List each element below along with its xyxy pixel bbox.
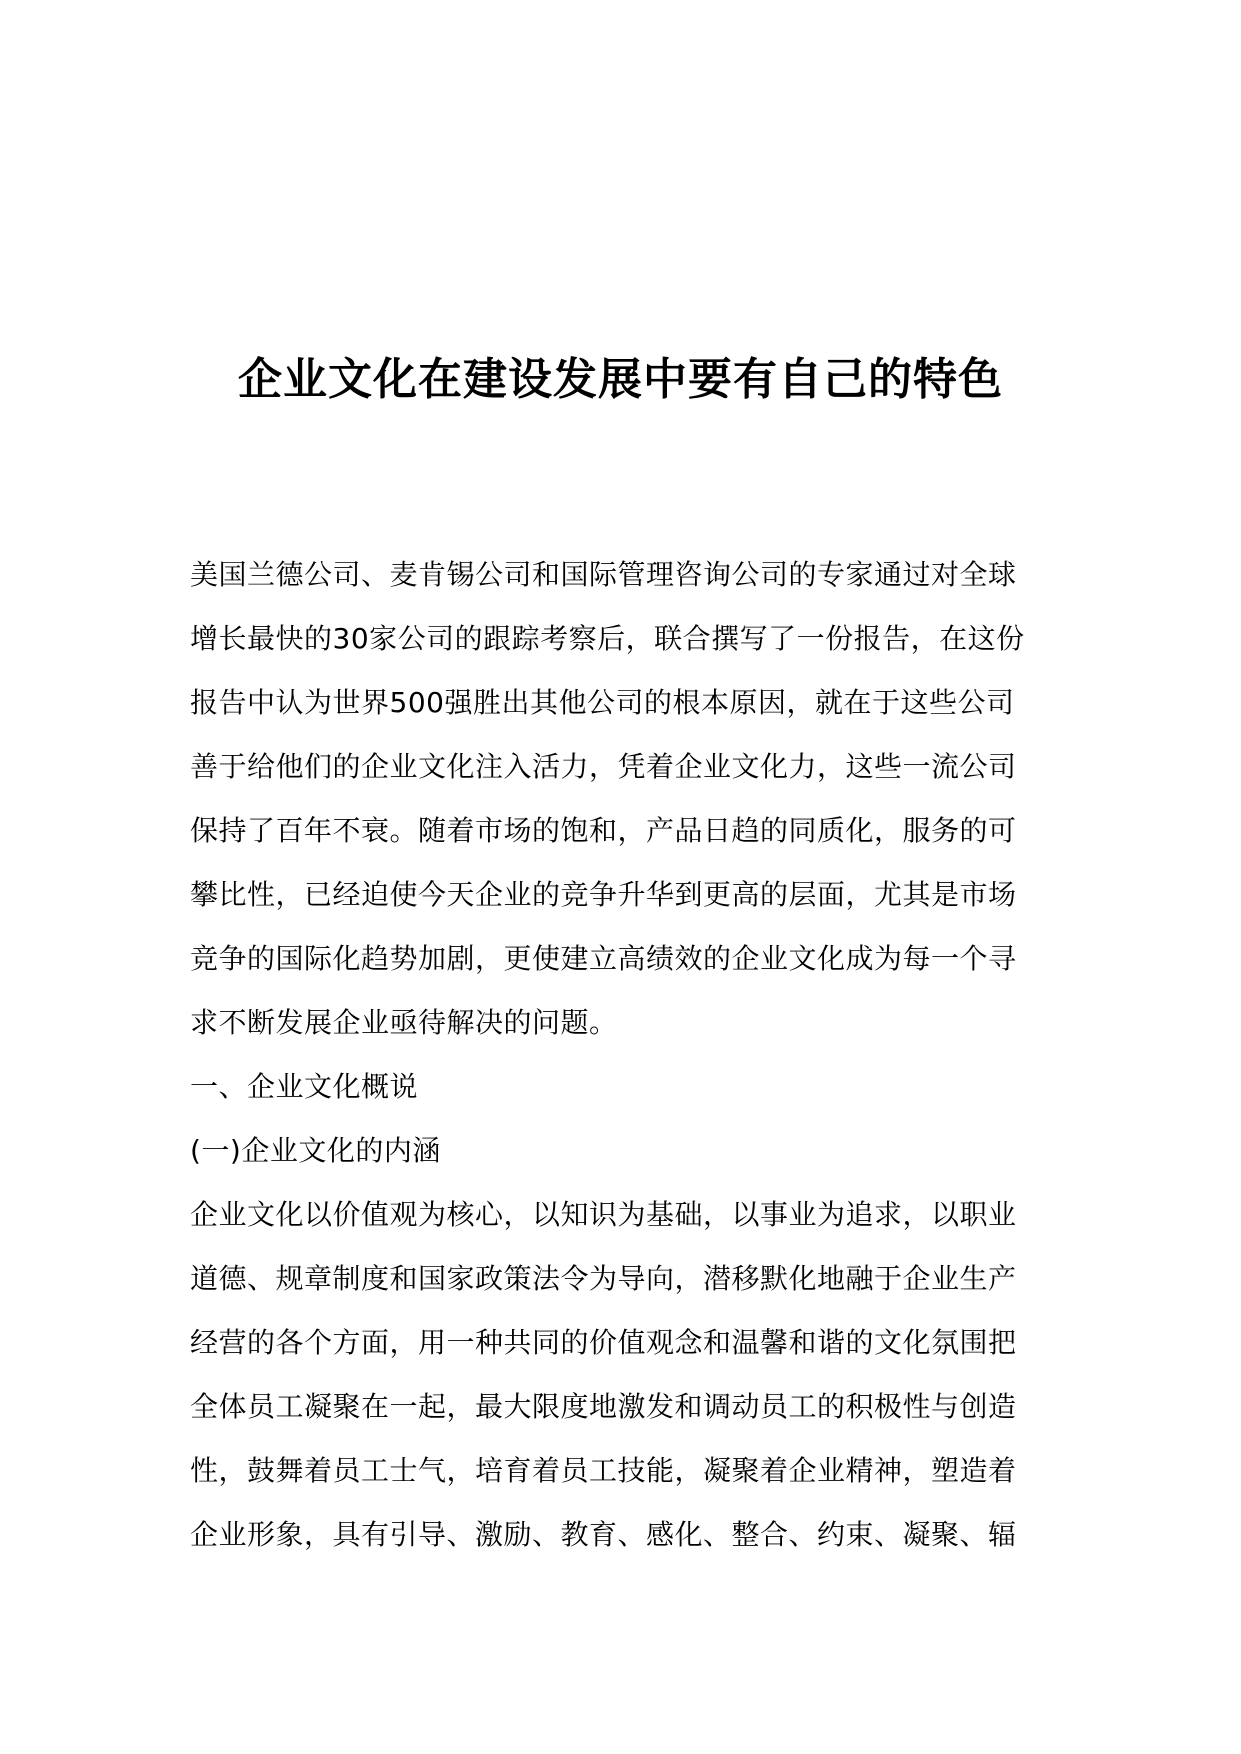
subsection-heading: (一)企业文化的内涵 (190, 1134, 441, 1167)
paragraph-line: 全体员工凝聚在一起，最大限度地激发和调动员工的积极性与创造 (190, 1390, 1017, 1423)
paragraph-line: 善于给他们的企业文化注入活力，凭着企业文化力，这些一流公司 (190, 750, 1017, 783)
paragraph-line: 企业形象，具有引导、激励、教育、感化、整合、约束、凝聚、辐 (190, 1518, 1017, 1551)
paragraph-line: 经营的各个方面，用一种共同的价值观念和温馨和谐的文化氛围把 (190, 1326, 1017, 1359)
paragraph-line: 攀比性，已经迫使今天企业的竞争升华到更高的层面，尤其是市场 (190, 878, 1017, 911)
paragraph-line: 道德、规章制度和国家政策法令为导向，潜移默化地融于企业生产 (190, 1262, 1017, 1295)
document-title: 企业文化在建设发展中要有自己的特色 (238, 354, 1003, 405)
paragraph-line: 企业文化以价值观为核心，以知识为基础，以事业为追求，以职业 (190, 1198, 1017, 1231)
paragraph-line: 性，鼓舞着员工士气，培育着员工技能，凝聚着企业精神，塑造着 (190, 1454, 1017, 1487)
paragraph-line: 美国兰德公司、麦肯锡公司和国际管理咨询公司的专家通过对全球 (190, 558, 1017, 591)
paragraph-line: 求不断发展企业亟待解决的问题。 (190, 1006, 618, 1039)
paragraph-line: 报告中认为世界500强胜出其他公司的根本原因，就在于这些公司 (190, 686, 1015, 719)
section-heading: 一、企业文化概说 (190, 1070, 419, 1103)
paragraph-line: 增长最快的30家公司的跟踪考察后，联合撰写了一份报告，在这份 (190, 622, 1025, 655)
paragraph-line: 保持了百年不衰。随着市场的饱和，产品日趋的同质化，服务的可 (190, 814, 1017, 847)
paragraph-line: 竞争的国际化趋势加剧，更使建立高绩效的企业文化成为每一个寻 (190, 942, 1017, 975)
